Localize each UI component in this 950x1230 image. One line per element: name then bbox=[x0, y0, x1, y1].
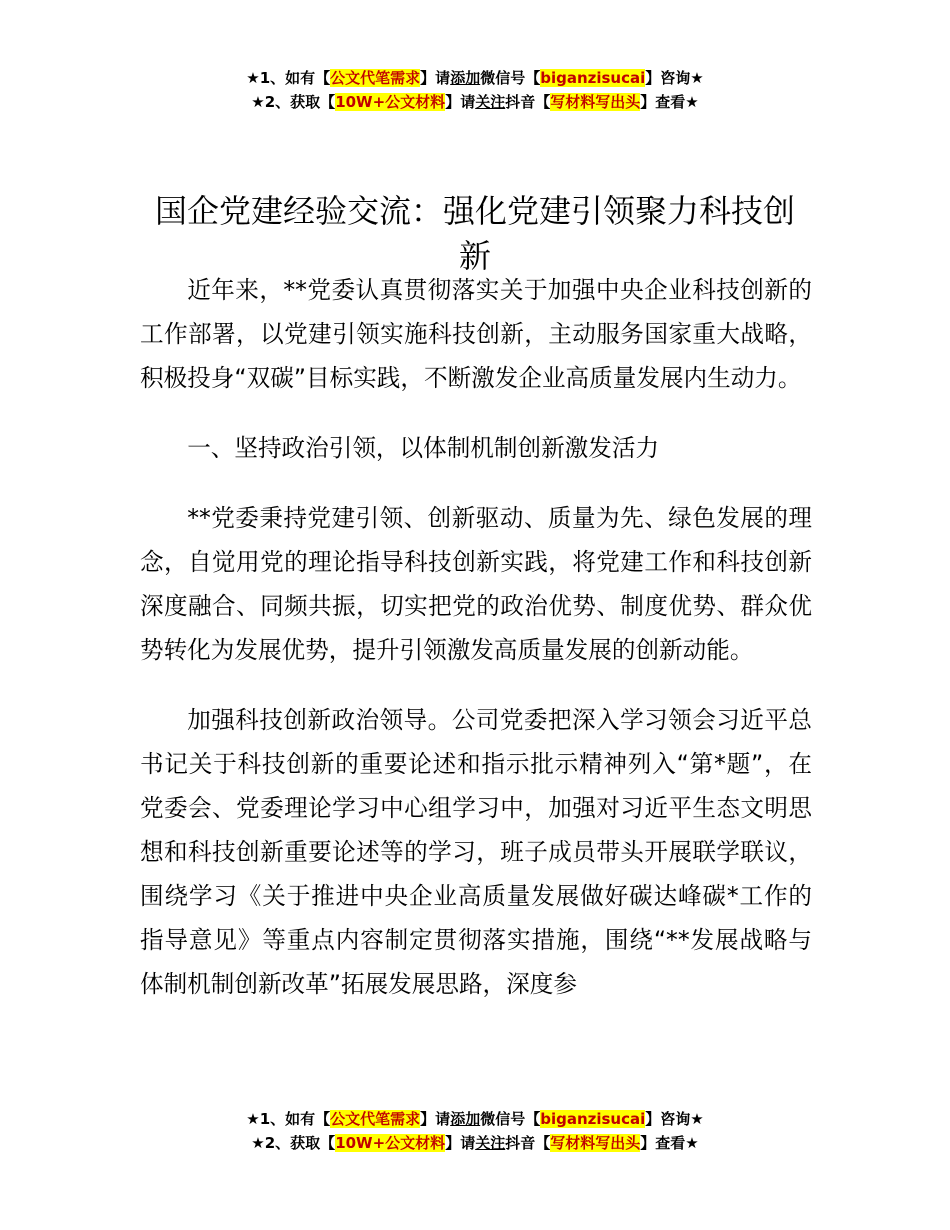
promo-highlight: 10W+公文材料 bbox=[335, 1134, 446, 1152]
paragraph-section-1: **党委秉持党建引领、创新驱动、质量为先、绿色发展的理念，自觉用党的理论指导科技创新实践，将党建工作和科技创新深度融合、同频共振，切实把党的政治优势、制度优势、群众优势转化为发展优势，提升引领激发高质量发展的创新动能。 bbox=[140, 504, 812, 664]
promo-highlight: 10W+公文材料 bbox=[335, 93, 446, 111]
paragraph-leadership: 加强科技创新政治领导。公司党委把深入学习领会习近平总书记关于科技创新的重要论述和指示批示精神列入“第*题”，在党委会、党委理论学习中心组学习中，加强对习近平生态文明思想和科技创新重要论述等的学习，班子成员带头开展联学联议，围绕学习《关于推进中央企业高质量发展做好碳达峰碳*工作的指导意见》等重点内容制定贯彻落实措施，围绕“**发展战略与体制机制创新改革”拓展发展思路，深度参 bbox=[140, 706, 812, 998]
promo-line-1 bbox=[0, 1107, 950, 1131]
promo-underline: 添加 bbox=[450, 69, 481, 87]
promo-underline: 关注 bbox=[475, 93, 506, 111]
promo-highlight: biganzisucai bbox=[540, 69, 646, 87]
promo-text: ★1、如有【 bbox=[246, 1110, 331, 1128]
promo-underline: 添加 bbox=[450, 1110, 481, 1128]
promo-underline: 关注 bbox=[475, 1134, 506, 1152]
paragraph-intro: 近年来，**党委认真贯彻落实关于加强中央企业科技创新的工作部署，以党建引领实施科技创新，主动服务国家重大战略，积极投身“双碳”目标实践，不断激发企业高质量发展内生动力。 bbox=[140, 276, 812, 392]
promo-highlight: 写材料写出头 bbox=[550, 1134, 641, 1152]
promo-line-2 bbox=[0, 1131, 950, 1155]
promo-highlight: 写材料写出头 bbox=[550, 93, 641, 111]
promo-highlight: biganzisucai bbox=[540, 1110, 646, 1128]
promo-text: 微信号【 bbox=[480, 1110, 541, 1128]
promo-text: ★2、获取【 bbox=[251, 1134, 336, 1152]
promo-line-1 bbox=[0, 66, 950, 90]
promo-text: ★1、如有【 bbox=[246, 69, 331, 87]
promo-text: 】请 bbox=[445, 1134, 476, 1152]
promo-text: 抖音【 bbox=[505, 93, 551, 111]
document-body bbox=[140, 268, 812, 1006]
footer-promo-banner bbox=[0, 1107, 950, 1155]
promo-text: ★2、获取【 bbox=[251, 93, 336, 111]
promo-text: 抖音【 bbox=[505, 1134, 551, 1152]
promo-text: 】请 bbox=[445, 93, 476, 111]
document-title: 国企党建经验交流：强化党建引领聚力科技创新 bbox=[154, 192, 795, 276]
promo-text: 】查看★ bbox=[640, 1134, 699, 1152]
promo-line-2 bbox=[0, 90, 950, 114]
promo-text: 】咨询★ bbox=[645, 69, 704, 87]
promo-text: 】请 bbox=[420, 69, 451, 87]
promo-highlight: 公文代笔需求 bbox=[330, 69, 421, 87]
section-heading-1: 一、坚持政治引领，以体制机制创新激发活力 bbox=[187, 434, 660, 462]
header-promo-banner bbox=[0, 66, 950, 114]
promo-text: 】请 bbox=[420, 1110, 451, 1128]
promo-text: 】咨询★ bbox=[645, 1110, 704, 1128]
promo-highlight: 公文代笔需求 bbox=[330, 1110, 421, 1128]
promo-text: 】查看★ bbox=[640, 93, 699, 111]
promo-text: 微信号【 bbox=[480, 69, 541, 87]
